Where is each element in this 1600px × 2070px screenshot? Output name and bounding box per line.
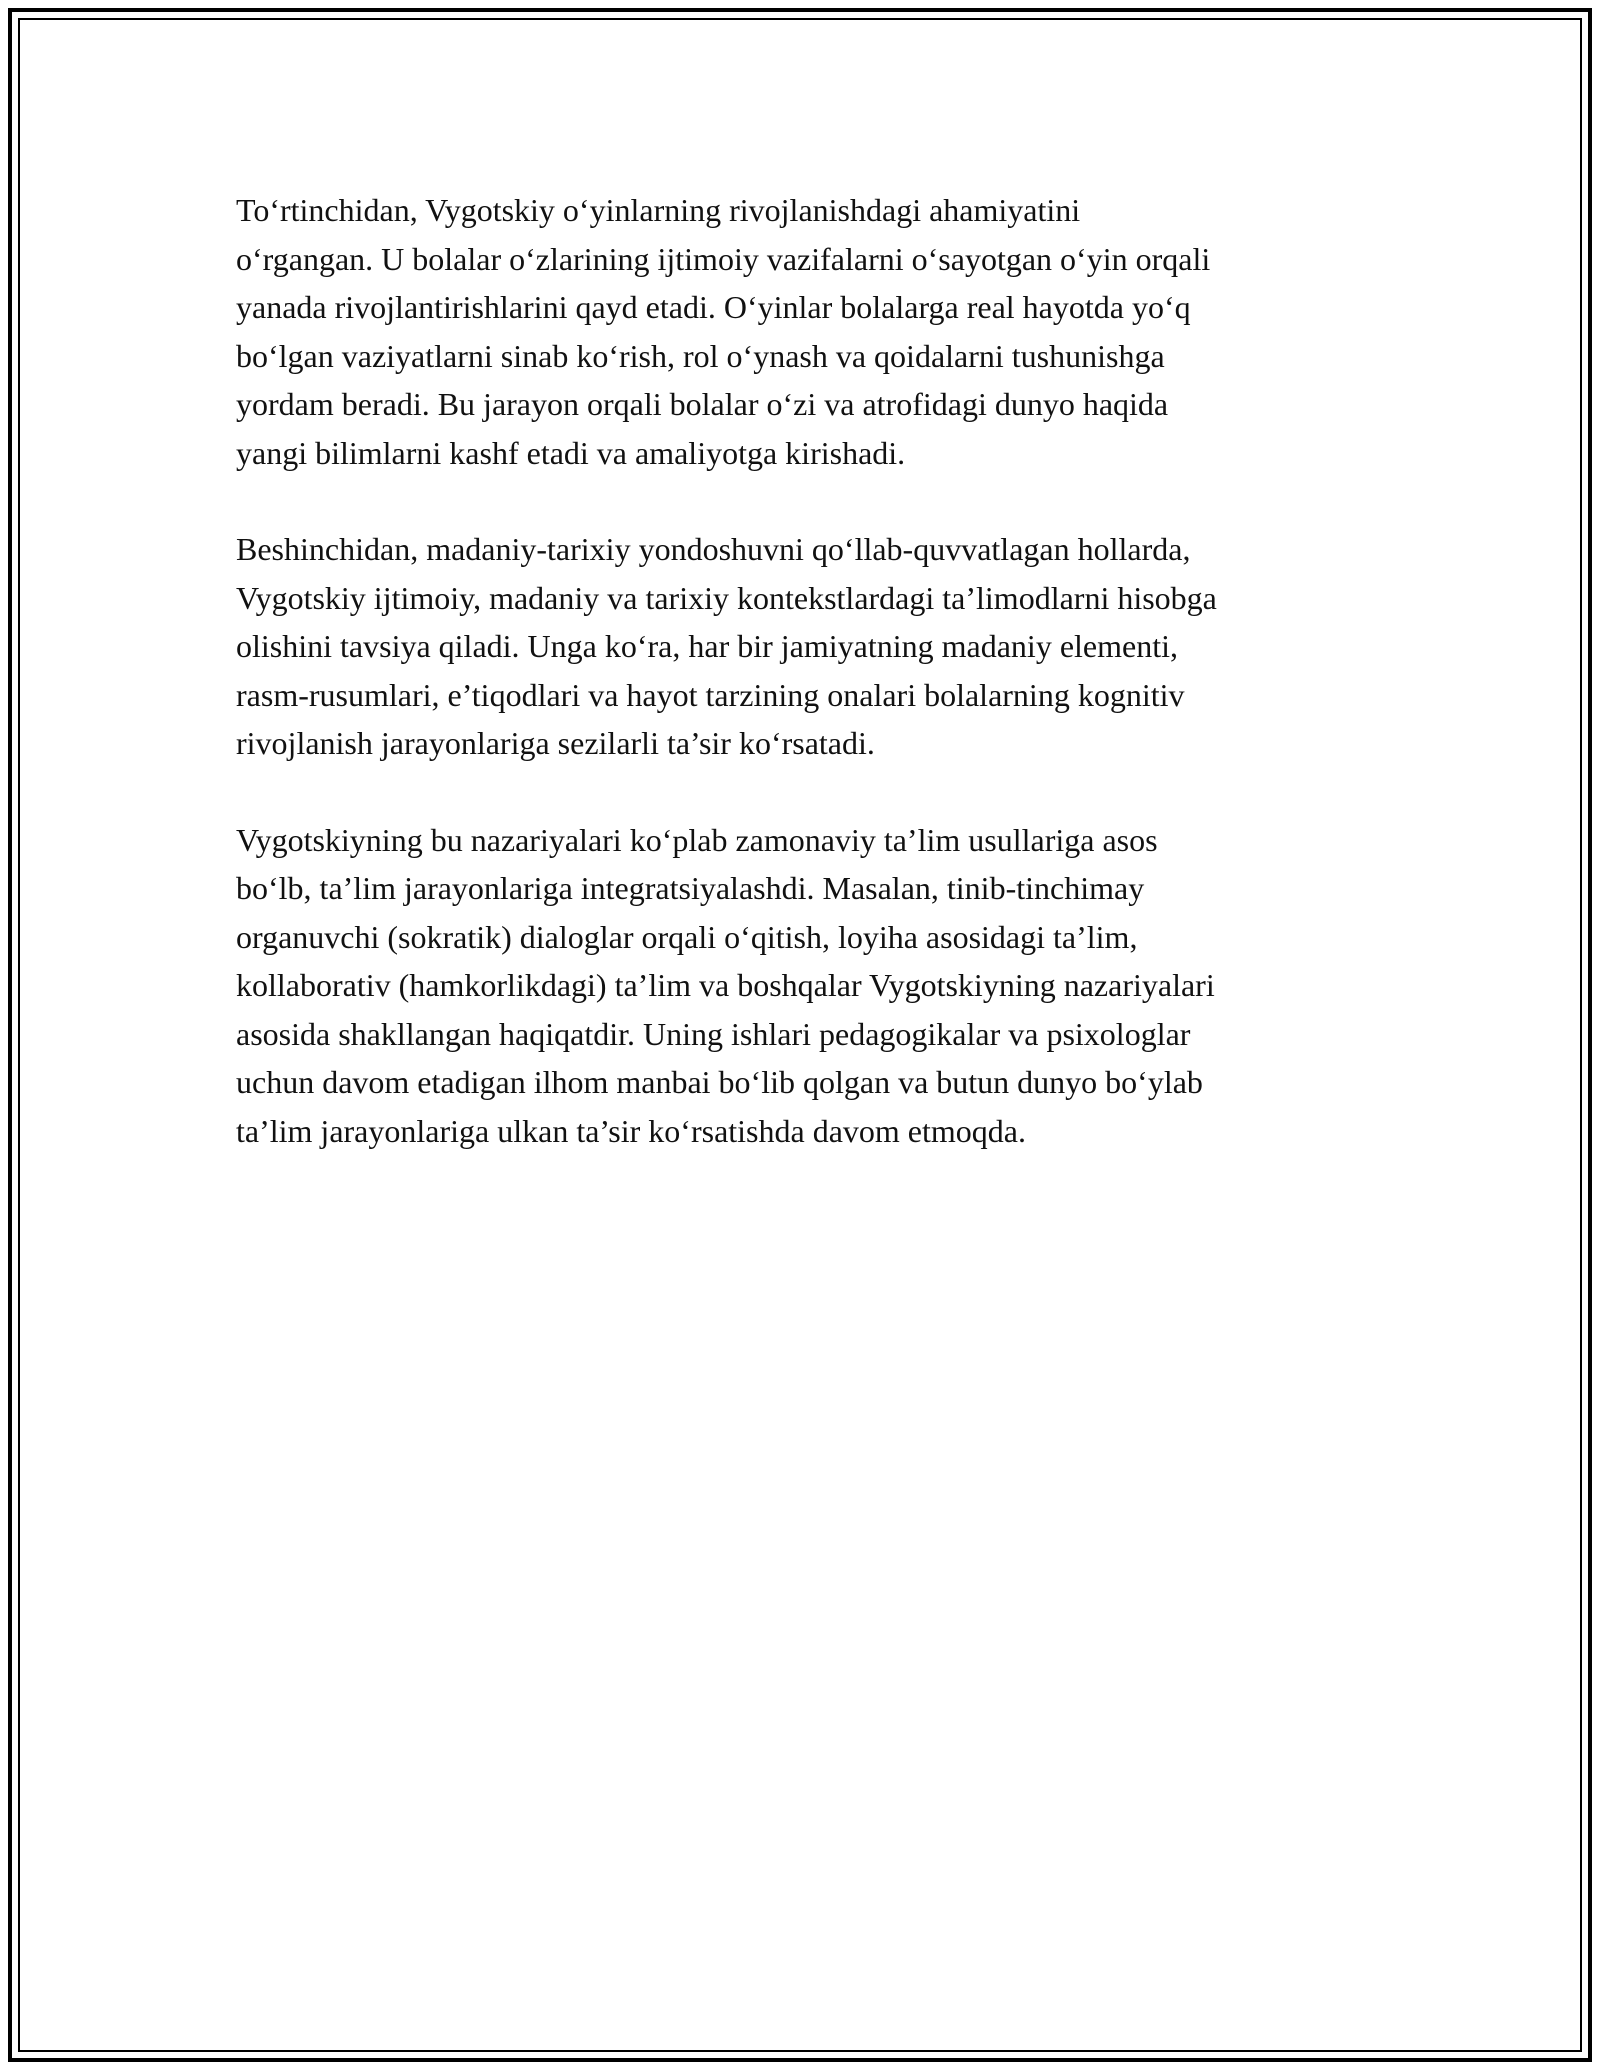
document-body <box>236 186 1396 1203</box>
paragraph-modern-education: Vygotskiyning bu nazariyalari ko‘plab zamonaviy ta’lim usullariga asos bo‘lb, ta’lim jarayonlariga integratsiyalashdi. Masalan, tinib-tinchimay organuvchi (sokratik) dialoglar orqali o‘qitish, loyiha asosidagi ta’lim, kollaborativ (hamkorlikdagi) ta’lim va boshqalar Vygotskiyning nazariyalari asosida shakllangan haqiqatdir. Uning ishlari pedagogikalar va psixologlar uchun davom etadigan ilhom manbai bo‘lib qolgan va butun dunyo bo‘ylab ta’lim jarayonlariga ulkan ta’sir ko‘rsatishda davom etmoqda. <box>236 821 1215 1149</box>
paragraph-play-development: To‘rtinchidan, Vygotskiy o‘yinlarning rivojlanishdagi ahamiyatini o‘rgangan. U bolalar o‘zlarining ijtimoiy vazifalarni o‘sayotgan o‘yin orqali yanada rivojlantirishlarini qayd etadi. O‘yinlar bolalarga real hayotda yo‘q bo‘lgan vaziyatlarni sinab ko‘rish, rol o‘ynash va qoidalarni tushunishga yordam beradi. Bu jarayon orqali bolalar o‘zi va atrofidagi dunyo haqida yangi bilimlarni kashf etadi va amaliyotga kirishadi. <box>236 192 1211 471</box>
paragraph-cultural-historical: Beshinchidan, madaniy-tarixiy yondoshuvni qo‘llab-quvvatlagan hollarda, Vygotskiy ijtimoiy, madaniy va tarixiy kontekstlardagi ta’limodlarni hisobga olishini tavsiya qiladi. Unga ko‘ra, har bir jamiyatning madaniy elementi, rasm-rusumlari, e’tiqodlari va hayot tarzining onalari bolalarning kognitiv rivojlanish jarayonlariga sezilarli ta’sir ko‘rsatadi. <box>236 531 1217 761</box>
